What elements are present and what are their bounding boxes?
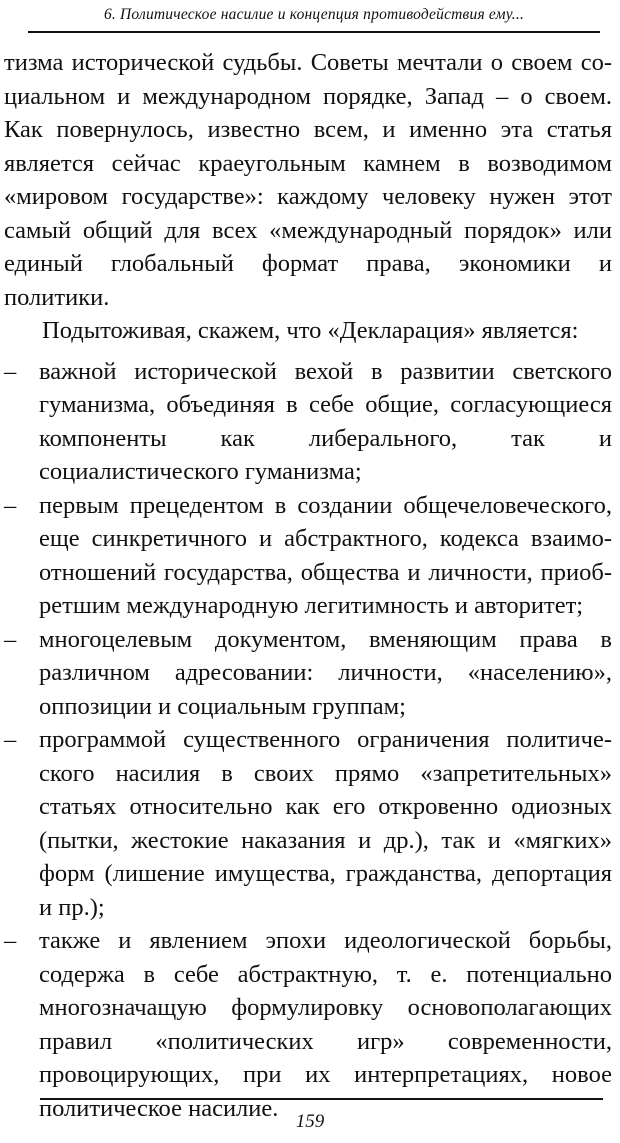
list-item-text: многоцелевым документом, вменяющим права в различном адресовании: личности, «населению», оппозиции и социальным группам;	[39, 625, 612, 720]
dash-marker: –	[4, 491, 17, 519]
page-text	[4, 46, 612, 1125]
dash-marker: –	[4, 726, 17, 753]
list-item	[4, 489, 612, 623]
list-item-text: важной исторической вехой в развитии светского гуманизма, объединяя в себе общие, согласующиеся компоненты как либерального, так и социалистического гуманизма;	[39, 357, 612, 485]
list-item	[4, 924, 612, 1125]
footer-rule	[40, 1098, 603, 1100]
page-number: 159	[295, 1111, 325, 1132]
list-item-text: также и явлением эпохи идеологической борьбы, содержа в себе абстрактную, т. е. потенциально многозначащую формулировку основополагающих правил «политических игр» современности, провоцирующих, при их интерпретациях, новое политическое насилие.	[39, 927, 612, 1122]
summary-intro: Подытоживая, скажем, что «Декларация» является:	[42, 317, 579, 344]
list-item-text: программой существенного ограничения политического насилия в своих прямо «запретительных» статьях относительно как его откровенно одиозных (пытки, жестокие наказания и др.), так и «мягких» форм (лишение имущества, гражданства, депортация и пр.);	[39, 726, 612, 921]
list-item	[4, 623, 612, 724]
continued-paragraph: тизма исторической судьбы. Советы мечтали о своем социальном и международном порядке, Запад – о своем. Как повернулось, известно всем, и именно эта статья является сейчас краеугольным камнем в возводимом «мировом государстве»: каждому человеку нужен этот самый общий для всех «международный порядок» или единый глобальный формат права, экономики и политики.	[4, 49, 612, 311]
list-item	[4, 355, 612, 489]
list-item-text: первым прецедентом в создании общечеловеческого, еще синкретичного и абстрактного, кодекса взаимоотношений государства, общества и личности, приобретшим международную легитимность и авторитет;	[39, 491, 612, 619]
dash-marker: –	[4, 357, 17, 385]
header-rule	[28, 31, 600, 33]
list-item	[4, 723, 612, 924]
running-header: 6. Политическое насилие и концепция противодействия ему...	[103, 6, 525, 23]
dash-marker: –	[4, 625, 17, 653]
dash-marker: –	[4, 927, 17, 954]
conclusion-list	[4, 355, 612, 1126]
